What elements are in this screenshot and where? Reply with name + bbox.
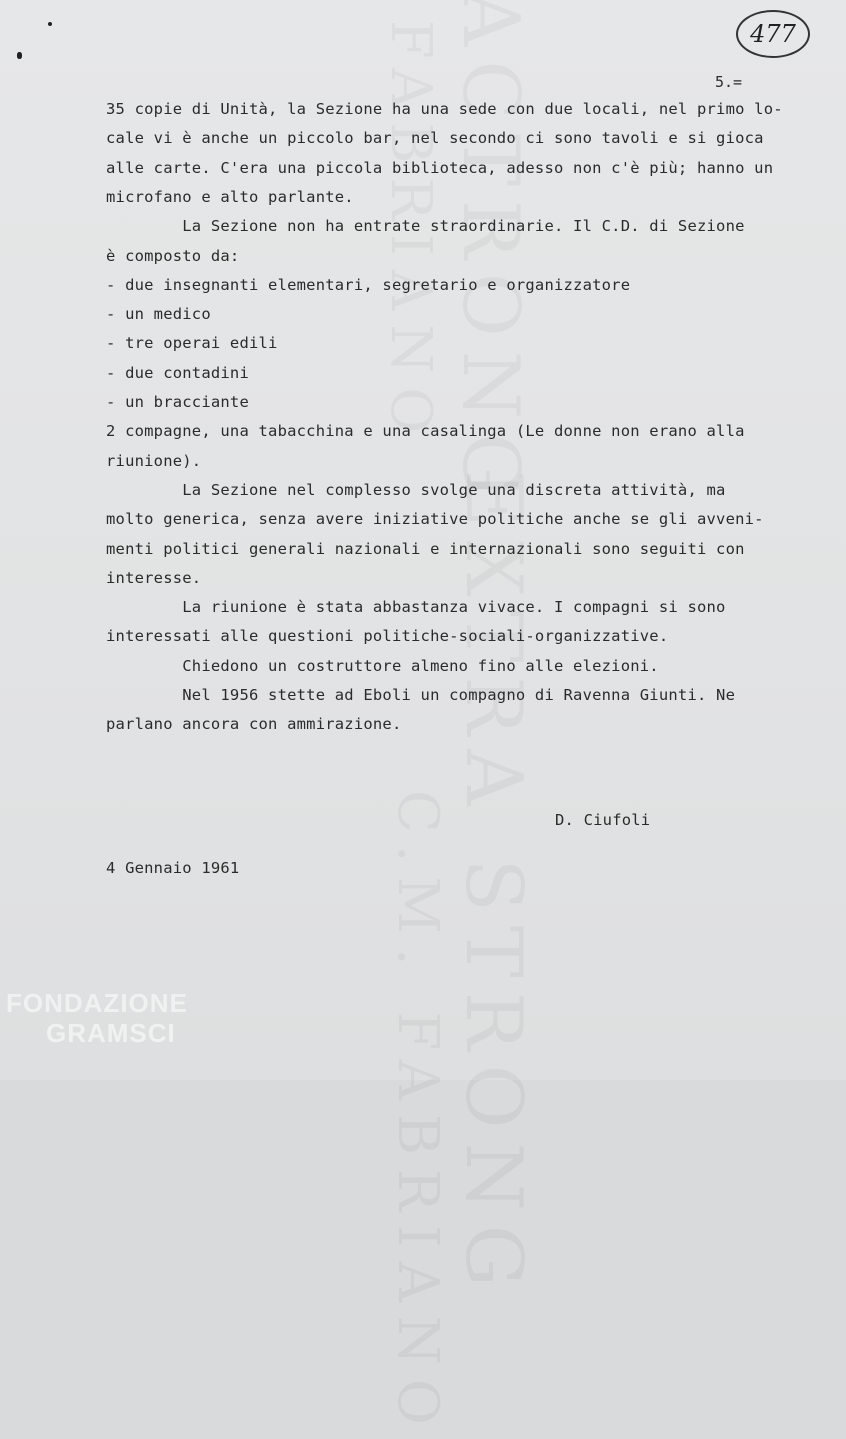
paper-watermark [448,470,538,1301]
text-line: - un medico [106,305,211,324]
text-line: microfano e alto parlante. [106,187,354,206]
fondazione-gramsci-logo: FONDAZIONE GRAMSCI [6,988,188,1048]
text-line: interesse. [106,568,202,587]
signature: D. Ciufoli [555,811,651,829]
document-date: 4 Gennaio 1961 [106,859,240,877]
text-line: - due contadini [106,363,249,382]
text-line: molto generica, senza avere iniziative politiche anche se gli avveni- [106,510,764,529]
text-line: cale vi è anche un piccolo bar, nel secondo ci sono tavoli e si gioca [106,129,764,148]
text-line: 35 copie di Unità, la Sezione ha una sede con due locali, nel primo lo- [106,100,783,118]
punch-mark [17,52,22,59]
paper-watermark [385,790,450,1439]
page-number: 5.= [715,73,743,91]
text-line: alle carte. C'era una piccola biblioteca, adesso non c'è più; hanno un [106,158,774,177]
text-line: La Sezione nel complesso svolge una discreta attività, ma [106,480,726,499]
text-line: - due insegnanti elementari, segretario e organizzatore [106,275,631,294]
text-line: 2 compagne, una tabacchina e una casalinga (Le donne non erano alla [106,422,745,441]
punch-mark [48,22,52,26]
archive-number-stamp: 477 [736,10,810,58]
text-line: interessati alle questioni politiche-sociali-organizzative. [106,627,669,646]
text-line: è composto da: [106,246,240,265]
text-line: menti politici generali nazionali e internazionali sono seguiti con [106,539,745,558]
text-line: Nel 1956 stette ad Eboli un compagno di Ravenna Giunti. Ne [106,686,736,704]
text-line: La riunione è stata abbastanza vivace. I compagni si sono [106,598,726,617]
text-line: La Sezione non ha entrate straordinarie. Il C.D. di Sezione [106,217,745,236]
text-line: riunione). [106,451,202,470]
text-line: parlano ancora con ammirazione. [106,715,402,734]
text-line: - un bracciante [106,393,249,411]
text-line: - tre operai edili [106,334,278,353]
text-line: Chiedono un costruttore almeno fino alle elezioni. [106,656,659,675]
